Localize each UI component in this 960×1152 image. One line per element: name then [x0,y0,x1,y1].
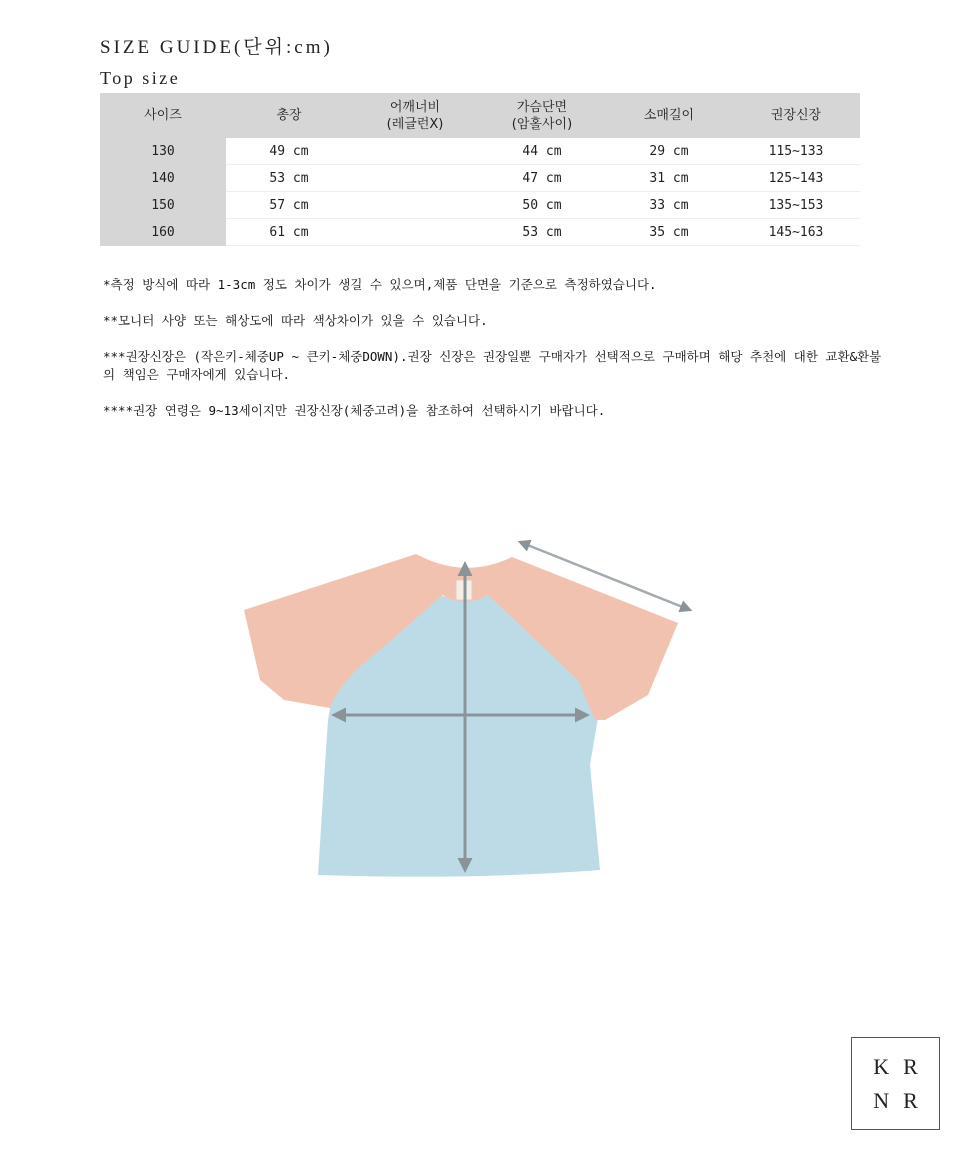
tshirt-measurement-diagram [230,530,710,890]
cell-chest-width: 50 cm [478,192,606,219]
cell-chest-width: 47 cm [478,165,606,192]
cell-size: 160 [100,219,226,246]
note-recommended-age: ****권장 연령은 9~13세이지만 권장신장(체중고려)을 참조하여 선택하시기 바랍니다. [103,403,606,418]
header-shoulder-width: 어깨너비 (레글런X) [352,93,478,138]
cell-sleeve-length: 35 cm [606,219,732,246]
header-chest-width: 가슴단면 (암홀사이) [478,93,606,138]
page-title: SIZE GUIDE(단위:cm) [100,37,333,58]
table-row [100,165,860,192]
cell-recommended-height: 135~153 [732,192,860,219]
table-header-row [100,93,860,138]
notes-section [103,276,893,438]
logo-line-1: KR [873,1054,932,1079]
cell-total-length: 53 cm [226,165,352,192]
size-table [100,93,860,246]
header-size: 사이즈 [100,93,226,138]
cell-size: 130 [100,138,226,165]
cell-size: 150 [100,192,226,219]
header-recommended-height: 권장신장 [732,93,860,138]
cell-chest-width: 44 cm [478,138,606,165]
cell-total-length: 57 cm [226,192,352,219]
header-sleeve-length: 소매길이 [606,93,732,138]
cell-sleeve-length: 33 cm [606,192,732,219]
note-measurement: *측정 방식에 따라 1-3cm 정도 차이가 생길 수 있으며,제품 단면을 기준으로 측정하였습니다. [103,277,657,292]
cell-shoulder-width [352,192,478,219]
cell-shoulder-width [352,138,478,165]
cell-recommended-height: 145~163 [732,219,860,246]
header-total-length: 총장 [226,93,352,138]
table-row [100,192,860,219]
table-row [100,138,860,165]
cell-recommended-height: 125~143 [732,165,860,192]
cell-sleeve-length: 31 cm [606,165,732,192]
cell-sleeve-length: 29 cm [606,138,732,165]
note-monitor-color: **모니터 사양 또는 해상도에 따라 색상차이가 있을 수 있습니다. [103,313,488,328]
note-recommended-height: ***권장신장은 (작은키-체중UP ~ 큰키-체중DOWN).권장 신장은 권장일뿐 구매자가 선택적으로 구매하며 해당 추천에 대한 교환&환불의 책임은 구매자에게 있습니다. [103,349,882,382]
section-subtitle: Top size [100,68,181,88]
cell-shoulder-width [352,219,478,246]
cell-total-length: 49 cm [226,138,352,165]
cell-size: 140 [100,165,226,192]
cell-total-length: 61 cm [226,219,352,246]
logo-line-2: NR [873,1088,932,1113]
cell-shoulder-width [352,165,478,192]
table-row [100,219,860,246]
cell-chest-width: 53 cm [478,219,606,246]
cell-recommended-height: 115~133 [732,138,860,165]
brand-logo [851,1037,940,1130]
